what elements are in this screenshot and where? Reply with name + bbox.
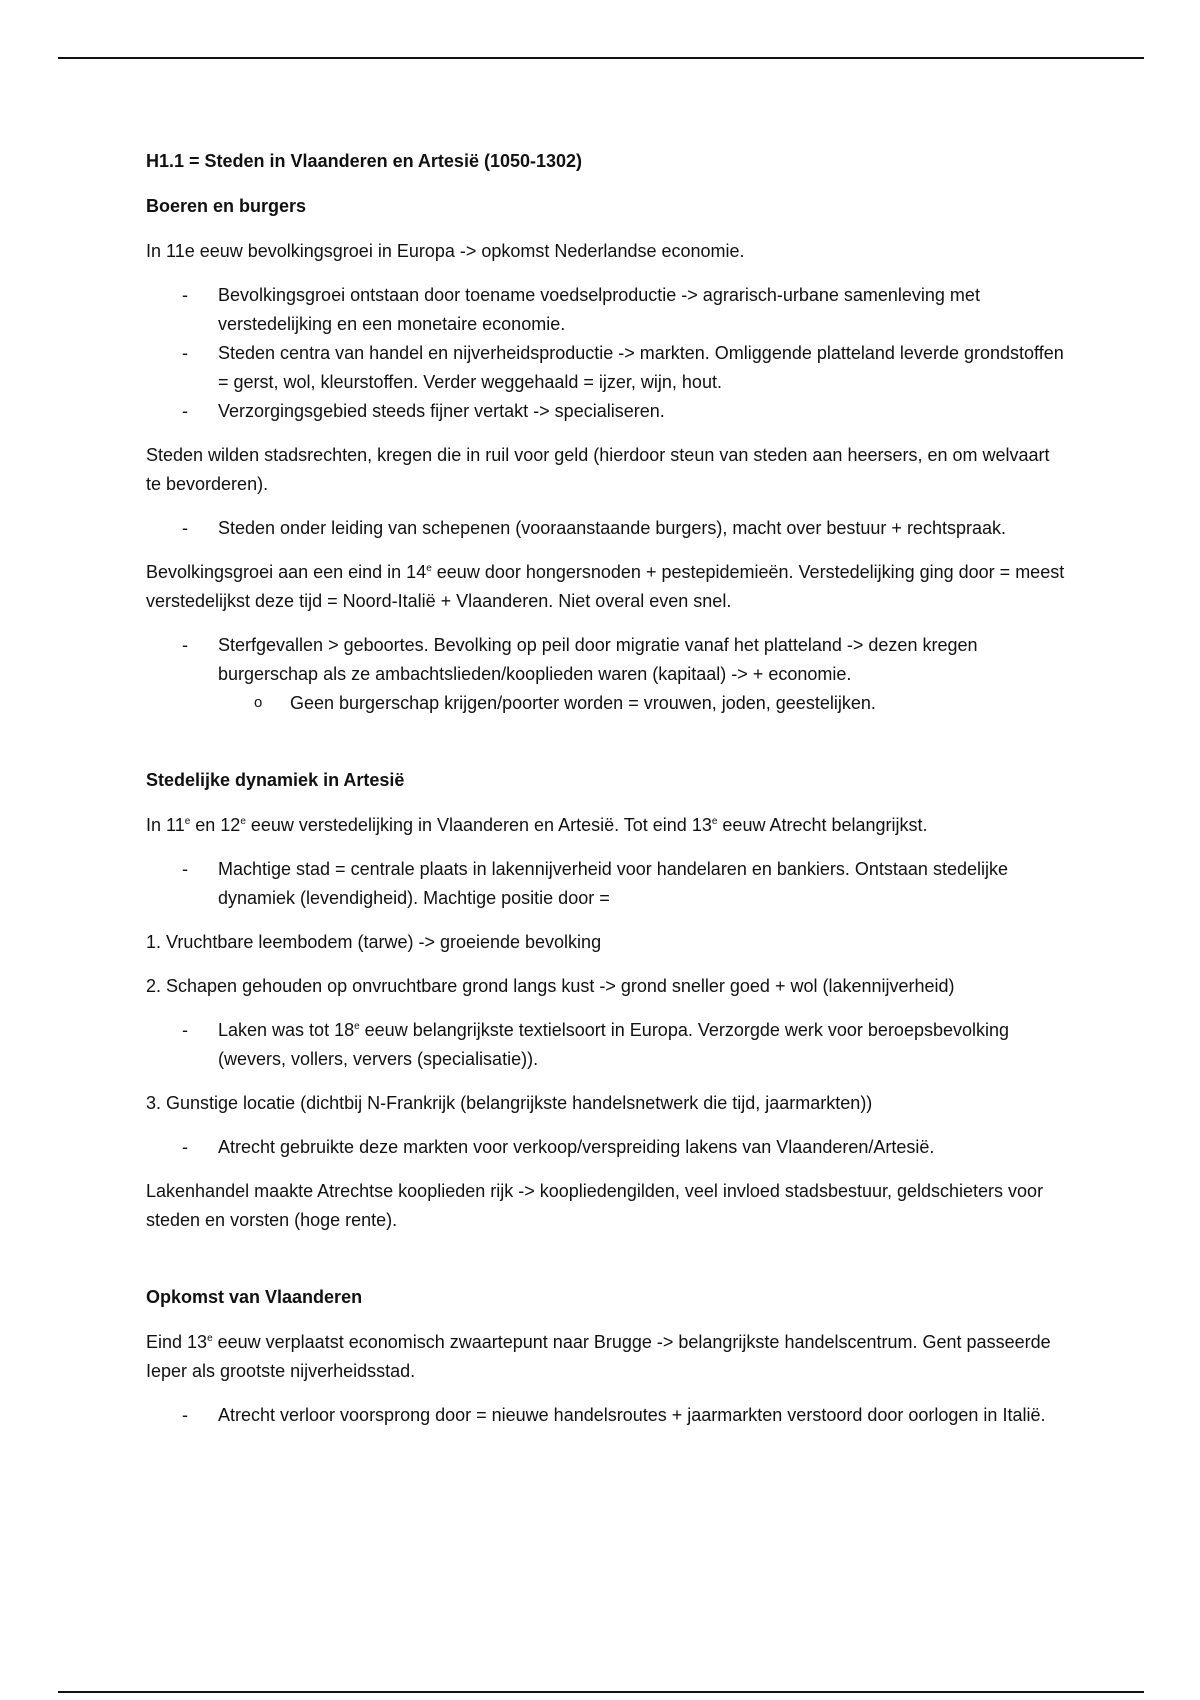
paragraph: In 11e eeuw bevolkingsgroei in Europa -> opkomst Nederlandse economie.	[146, 241, 745, 261]
bullet-item: - Atrecht verloor voorsprong door = nieuwe handelsroutes + jaarmarkten verstoord door oorlogen in Italië.	[146, 1401, 1066, 1430]
document-title: H1.1 = Steden in Vlaanderen en Artesië (1050-1302)	[146, 151, 583, 171]
numbered-item: 1. Vruchtbare leembodem (tarwe) -> groeiende bevolking	[146, 932, 602, 952]
numbered-item: 2. Schapen gehouden op onvruchtbare grond langs kust -> grond sneller goed + wol (lakennijverheid)	[146, 976, 955, 996]
paragraph: Steden wilden stadsrechten, kregen die in ruil voor geld (hierdoor steun van steden aan heersers, en om welvaart te bevorderen).	[146, 445, 1050, 494]
document-body	[146, 147, 1066, 1445]
bullet-list	[146, 514, 1066, 543]
paragraph: Eind 13e eeuw verplaatst economisch zwaartepunt naar Brugge -> belangrijkste handelscentrum. Gent passeerde Ieper als grootste nijverheidsstad.	[146, 1332, 1051, 1381]
sub-bullet-list	[218, 689, 1066, 718]
header-rule	[58, 57, 1144, 59]
bullet-list	[146, 1401, 1066, 1430]
bullet-list	[146, 281, 1066, 426]
bullet-item: - Laken was tot 18e eeuw belangrijkste textielsoort in Europa. Verzorgde werk voor beroepsbevolking (wevers, vollers, ververs (specialisatie)).	[146, 1016, 1066, 1074]
section-heading-vlaanderen: Opkomst van Vlaanderen	[146, 1287, 363, 1307]
bullet-item: - Verzorgingsgebied steeds fijner vertakt -> specialiseren.	[146, 397, 1066, 426]
bullet-list	[146, 855, 1066, 913]
section-heading-artesie: Stedelijke dynamiek in Artesië	[146, 770, 405, 790]
bullet-list	[146, 631, 1066, 718]
paragraph: In 11e en 12e eeuw verstedelijking in Vlaanderen en Artesië. Tot eind 13e eeuw Atrecht belangrijkst.	[146, 815, 928, 835]
bullet-item: - Steden onder leiding van schepenen (vooraanstaande burgers), macht over bestuur + rechtspraak.	[146, 514, 1066, 543]
footer-rule	[58, 1691, 1144, 1693]
sub-bullet-item: o Geen burgerschap krijgen/poorter worden = vrouwen, joden, geestelijken.	[218, 689, 1066, 718]
bullet-item: - Atrecht gebruikte deze markten voor verkoop/verspreiding lakens van Vlaanderen/Artesië.	[146, 1133, 1066, 1162]
bullet-list	[146, 1133, 1066, 1162]
paragraph: Bevolkingsgroei aan een eind in 14e eeuw door hongersnoden + pestepidemieën. Verstedelijking ging door = meest verstedelijkst deze tijd = Noord-Italië + Vlaanderen. Niet overal even snel.	[146, 562, 1065, 611]
paragraph: Lakenhandel maakte Atrechtse kooplieden rijk -> koopliedengilden, veel invloed stadsbestuur, geldschieters voor steden en vorsten (hoge rente).	[146, 1181, 1044, 1230]
section-heading-boeren: Boeren en burgers	[146, 196, 307, 216]
bullet-item: - Machtige stad = centrale plaats in lakennijverheid voor handelaren en bankiers. Ontstaan stedelijke dynamiek (levendigheid). Machtige positie door =	[146, 855, 1066, 913]
numbered-item: 3. Gunstige locatie (dichtbij N-Frankrijk (belangrijkste handelsnetwerk die tijd, jaarmarkten))	[146, 1093, 873, 1113]
bullet-item: - Steden centra van handel en nijverheidsproductie -> markten. Omliggende platteland leverde grondstoffen = gerst, wol, kleurstoffen. Verder weggehaald = ijzer, wijn, hout.	[146, 339, 1066, 397]
bullet-item: - Bevolkingsgroei ontstaan door toename voedselproductie -> agrarisch-urbane samenleving met verstedelijking en een monetaire economie.	[146, 281, 1066, 339]
bullet-item: - Sterfgevallen > geboortes. Bevolking op peil door migratie vanaf het platteland -> dezen kregen burgerschap als ze ambachtslieden/kooplieden waren (kapitaal) -> + economie. o Geen burgerschap krijgen/poorter worden = vrouwen, joden, geestelijken.	[146, 631, 1066, 718]
bullet-list	[146, 1016, 1066, 1074]
